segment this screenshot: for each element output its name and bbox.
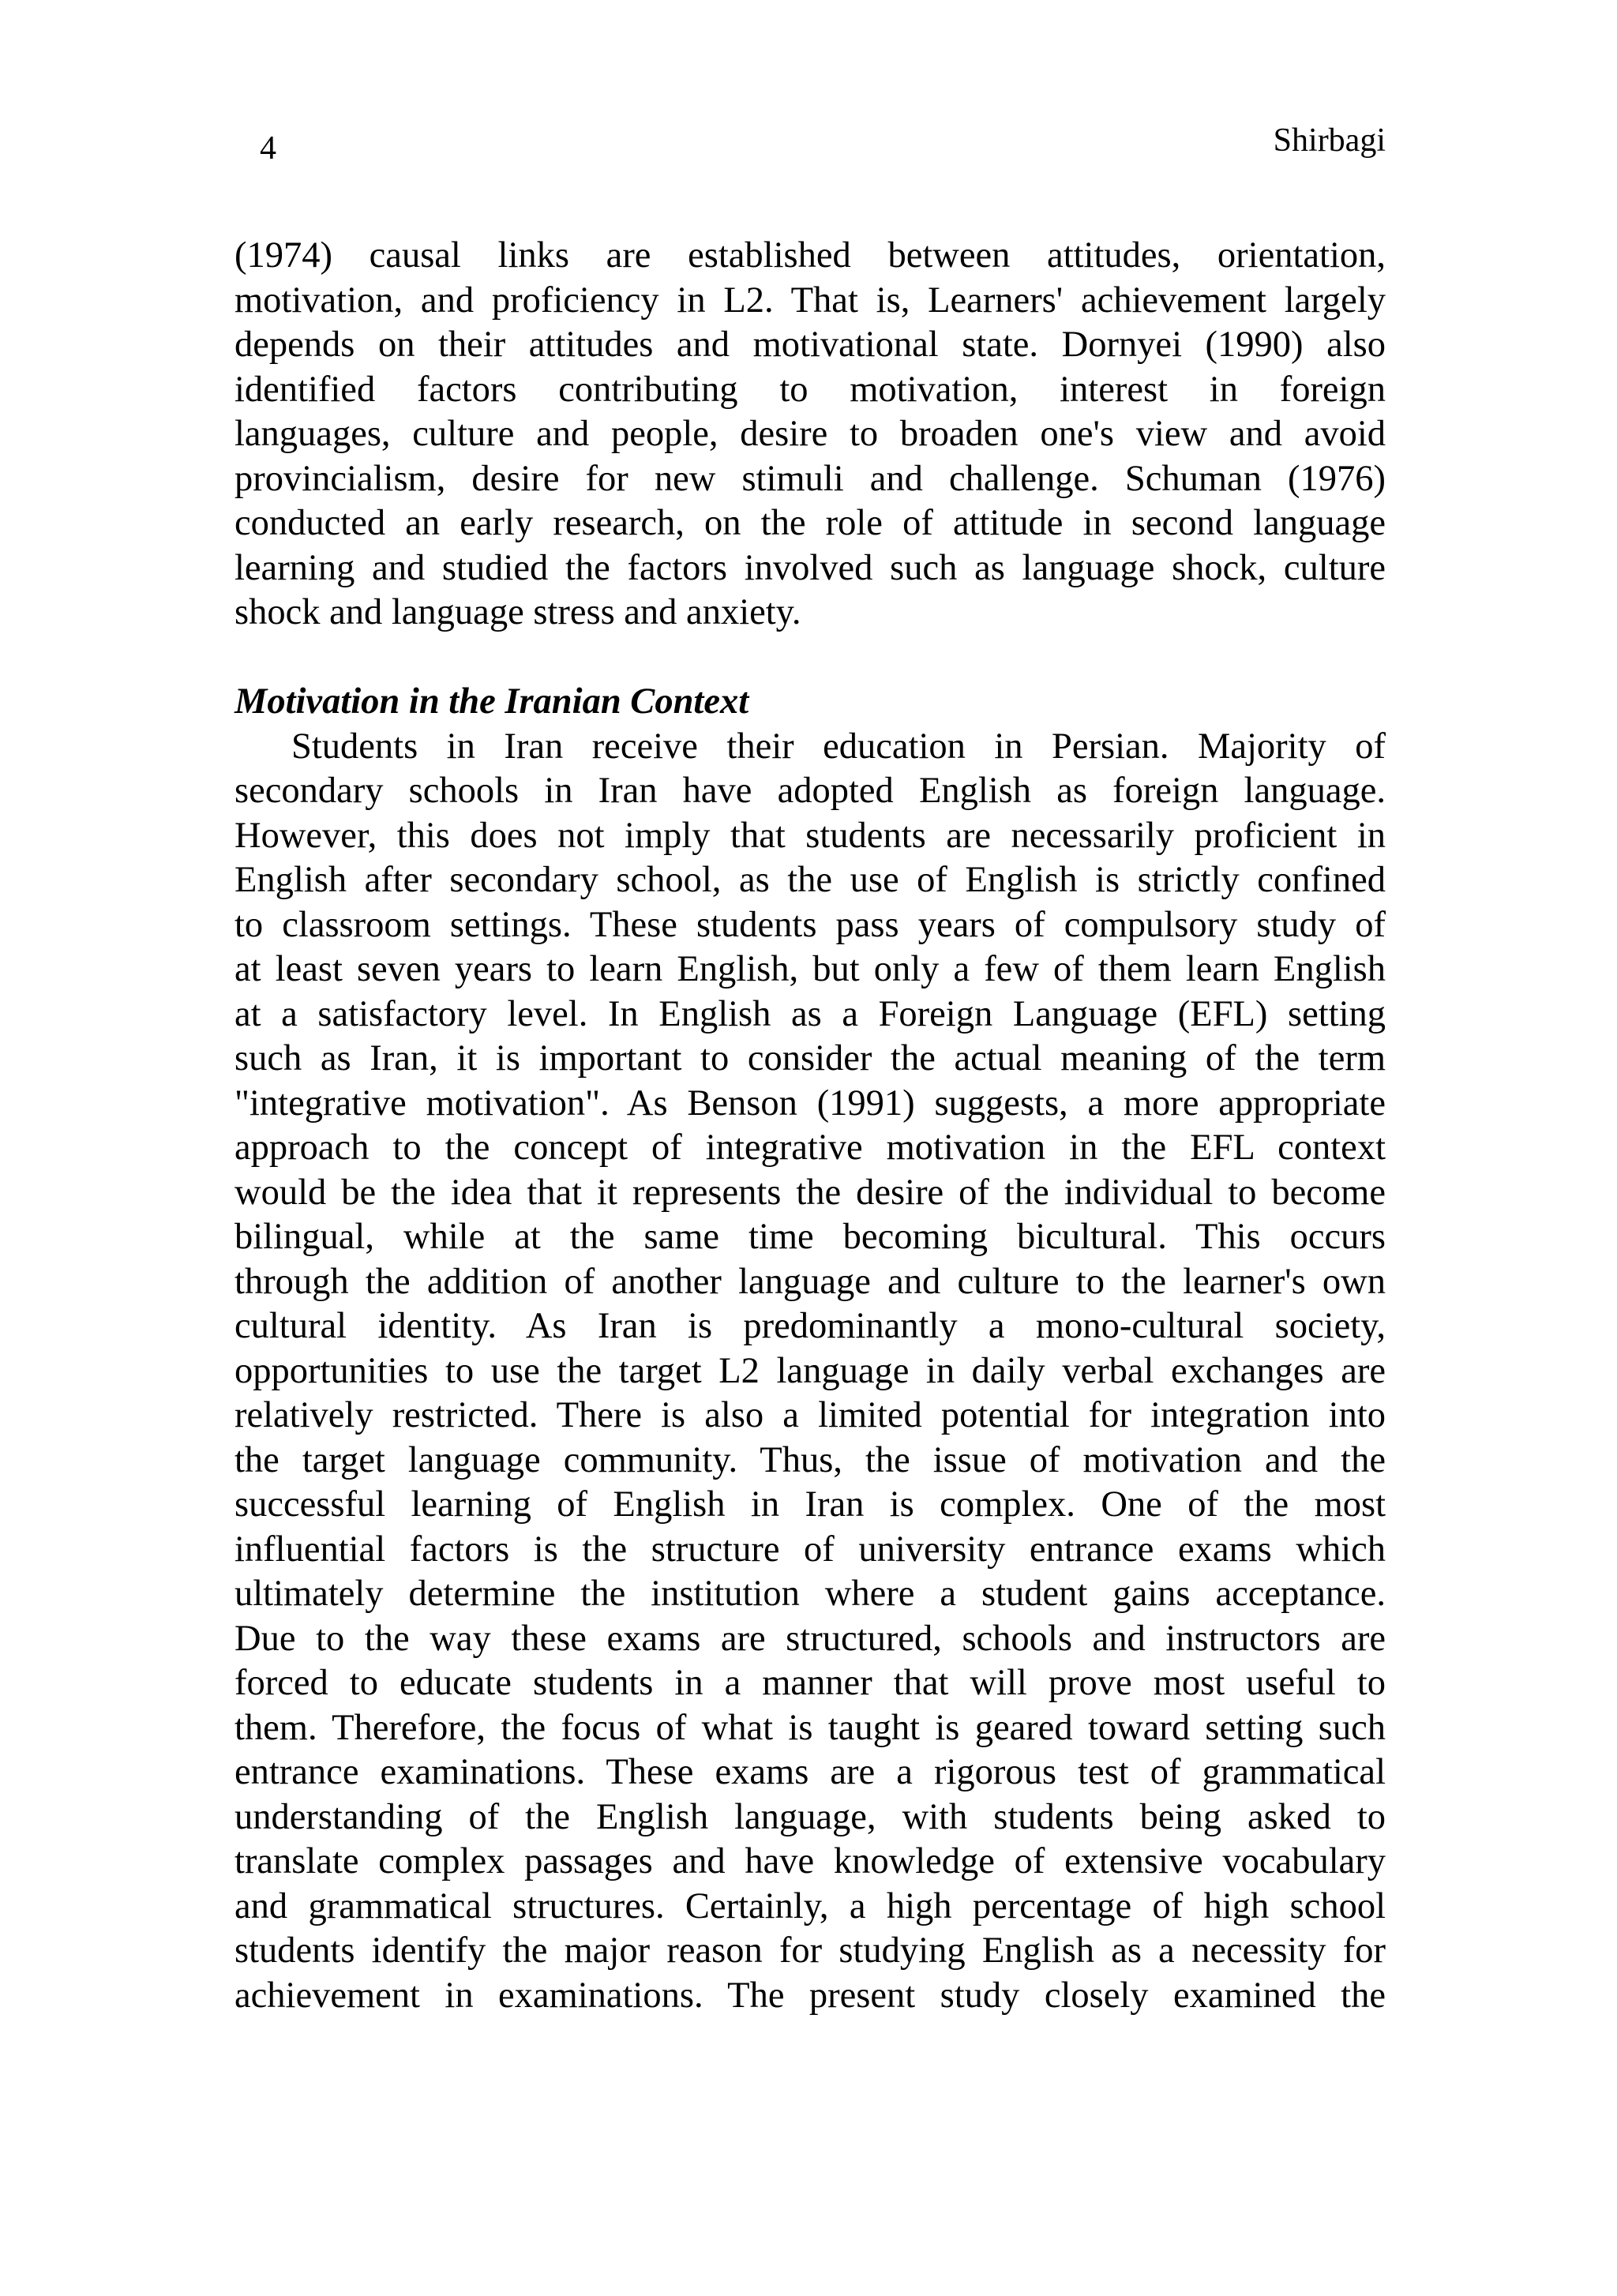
text-line: achievement in examinations. The present study closely examined the: [234, 1975, 1386, 2016]
page-number: 4: [260, 130, 276, 167]
paragraph: [234, 234, 1386, 636]
text-line: secondary schools in Iran have adopted English as foreign language.: [234, 771, 1386, 811]
text-line: the target language community. Thus, the issue of motivation and the: [234, 1439, 1386, 1480]
text-line: to classroom settings. These students pass years of compulsory study of: [234, 904, 1386, 945]
section-heading: Motivation in the Iranian Context: [234, 681, 749, 722]
running-head: Shirbagi: [1273, 122, 1386, 159]
text-line: forced to educate students in a manner that will prove most useful to: [234, 1663, 1386, 1703]
text-line: influential factors is the structure of university entrance exams which: [234, 1529, 1386, 1570]
text-line: such as Iran, it is important to consider the actual meaning of the term: [234, 1038, 1386, 1079]
text-line: However, this does not imply that students are necessarily proficient in: [234, 815, 1386, 856]
paragraph: [234, 725, 1386, 2019]
text-line: students identify the major reason for studying English as a necessity for: [234, 1930, 1386, 1971]
body-text: [234, 234, 1386, 2018]
text-line: (1974) causal links are established between attitudes, orientation,: [234, 235, 1386, 276]
text-line: bilingual, while at the same time becoming bicultural. This occurs: [234, 1217, 1386, 1257]
text-line: relatively restricted. There is also a limited potential for integration into: [234, 1395, 1386, 1435]
text-line: through the addition of another language and culture to the learner's own: [234, 1261, 1386, 1302]
text-line: conducted an early research, on the role of attitude in second language: [234, 503, 1386, 543]
text-line: at least seven years to learn English, but only a few of them learn English: [234, 949, 1386, 989]
text-line: learning and studied the factors involved such as language shock, culture: [234, 547, 1386, 588]
text-line: translate complex passages and have knowledge of extensive vocabulary: [234, 1841, 1386, 1881]
text-line: successful learning of English in Iran is complex. One of the most: [234, 1484, 1386, 1525]
text-line: languages, culture and people, desire to broaden one's view and avoid: [234, 414, 1386, 454]
text-line: identified factors contributing to motivation, interest in foreign: [234, 369, 1386, 410]
text-line: at a satisfactory level. In English as a Foreign Language (EFL) setting: [234, 993, 1386, 1034]
text-line: and grammatical structures. Certainly, a high percentage of high school: [234, 1885, 1386, 1926]
text-line: motivation, and proficiency in L2. That is, Learners' achievement largely: [234, 279, 1386, 321]
text-line: entrance examinations. These exams are a rigorous test of grammatical: [234, 1752, 1386, 1792]
text-line: English after secondary school, as the use of English is strictly confined: [234, 860, 1386, 900]
text-line: ultimately determine the institution where a student gains acceptance.: [234, 1574, 1386, 1614]
text-line: opportunities to use the target L2 language in daily verbal exchanges are: [234, 1350, 1386, 1391]
text-line: Students in Iran receive their education in Persian. Majority of: [291, 726, 1386, 767]
text-line: Due to the way these exams are structured, schools and instructors are: [234, 1618, 1386, 1659]
text-line: understanding of the English language, with students being asked to: [234, 1796, 1386, 1837]
text-line: would be the idea that it represents the desire of the individual to become: [234, 1172, 1386, 1213]
text-line: depends on their attitudes and motivational state. Dornyei (1990) also: [234, 325, 1386, 365]
text-line: shock and language stress and anxiety.: [234, 592, 801, 632]
text-line: "integrative motivation". As Benson (1991) suggests, a more appropriate: [234, 1082, 1386, 1124]
text-line: provincialism, desire for new stimuli and challenge. Schuman (1976): [234, 458, 1386, 499]
paragraph-spacer: [234, 636, 1386, 681]
text-line: cultural identity. As Iran is predominantly a mono-cultural society,: [234, 1306, 1386, 1346]
text-line: them. Therefore, the focus of what is taught is geared toward setting such: [234, 1707, 1386, 1748]
text-line: approach to the concept of integrative motivation in the EFL context: [234, 1127, 1386, 1168]
page-header: [234, 117, 1386, 167]
